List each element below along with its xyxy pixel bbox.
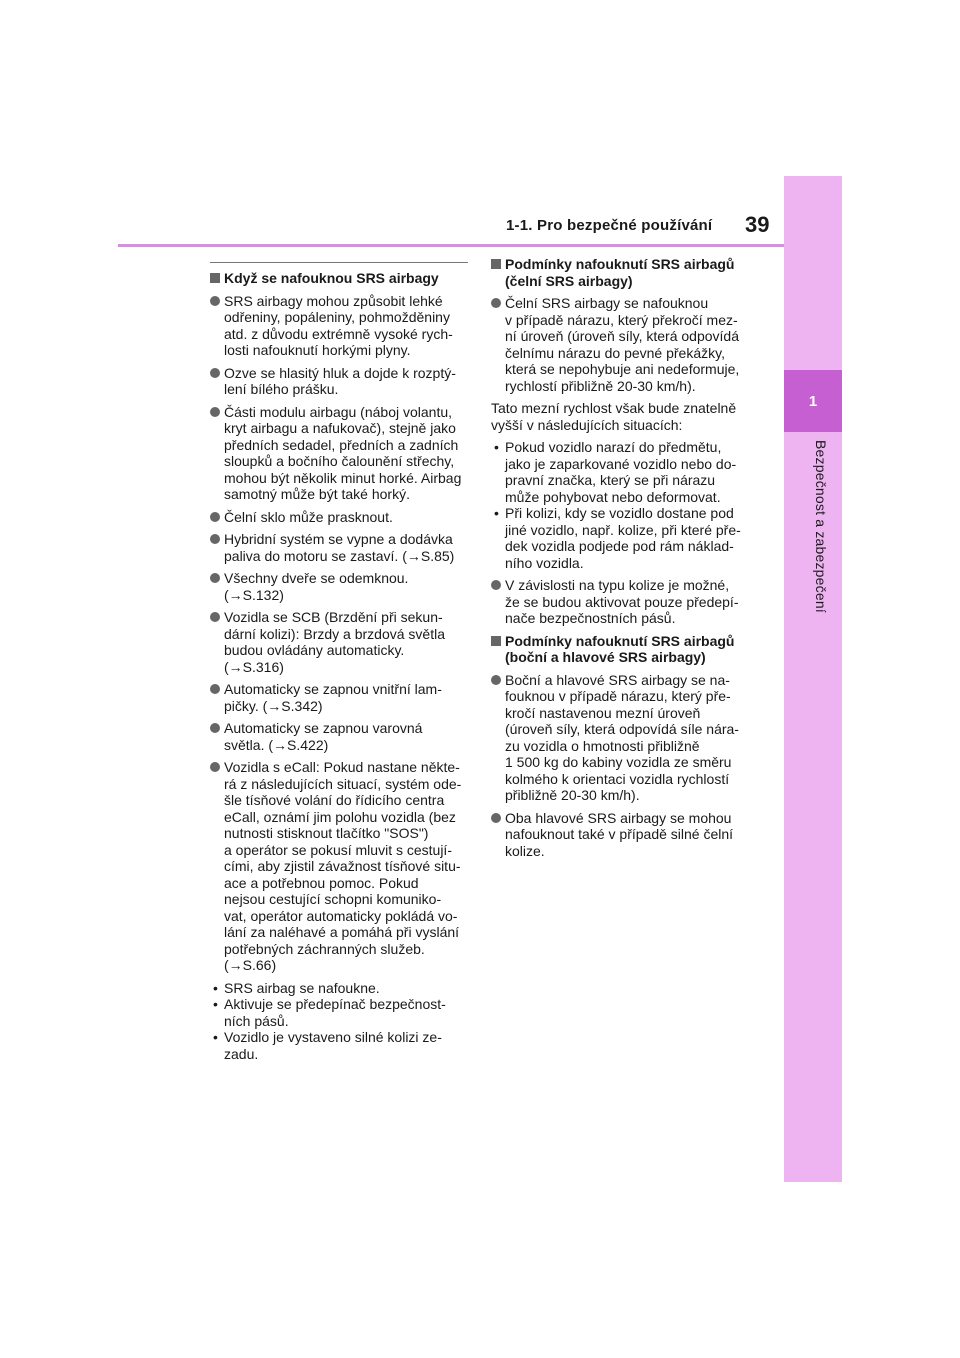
section-title: 1-1. Pro bezpečné používání: [506, 217, 713, 234]
small-dot-icon: •: [213, 1029, 218, 1045]
text-line: losti nafouknutí horkými plyny.: [224, 342, 411, 358]
header-divider: [118, 244, 784, 247]
text-line: Boční a hlavové SRS airbagy se na-: [505, 671, 730, 688]
bullet-item: [210, 404, 472, 503]
text-line: (boční a hlavové SRS airbagy): [505, 649, 706, 665]
bullet-item: [210, 365, 472, 398]
text-line: ní úroveň (úroveň síly, která odpovídá: [505, 328, 739, 344]
text-line: Podmínky nafouknutí SRS airbagů: [505, 632, 735, 649]
text-line: rá z následujících situací, systém ode-: [224, 775, 462, 792]
text-line: a operátor se pokusí mluvit s cestují-: [224, 841, 452, 858]
bullet-item: [210, 609, 472, 675]
sub-item-list: [210, 980, 472, 1063]
chapter-label: Bezpečnost a zabezpečení: [813, 440, 829, 613]
text-line: nače bezpečnostních pásů.: [505, 610, 676, 626]
text-line: atd. z důvodu extrémně vysoké rych-: [224, 325, 453, 342]
text-line: potřebných záchranných služeb.: [224, 940, 425, 957]
bullet-list: [210, 293, 472, 974]
text-line: nejsou cestující schopni komuniko-: [224, 891, 442, 907]
text-line: šle tísňové volání do řídicího centra: [224, 792, 445, 808]
text-line: Vozidla se SCB (Brzdění při sekun-: [224, 609, 443, 625]
text-line: (čelní SRS airbagy): [505, 272, 633, 289]
sub-item: [210, 980, 472, 997]
text-line: vyšší v následujících situacích:: [491, 416, 683, 433]
text-line: jiné vozidlo, např. kolize, při které pře-: [505, 521, 741, 538]
text-line: Části modulu airbagu (náboj volantu,: [224, 403, 453, 420]
section-heading-frontal: [491, 256, 756, 289]
round-bullet-icon: [210, 296, 220, 306]
text-line: Podmínky nafouknutí SRS airbagů: [505, 256, 735, 272]
section-divider: [210, 262, 468, 263]
text-line: eCall, oznámí jim polohu vozidla (bez: [224, 808, 456, 825]
text-line: jako je zaparkované vozidlo nebo do-: [505, 455, 737, 472]
sub-item: [210, 1029, 472, 1062]
bullet-item: [491, 577, 756, 627]
text-line: předních sedadel, předních a zadních: [224, 436, 459, 453]
text-line: kryt airbagu a nafukovač), stejně jako: [224, 420, 456, 436]
text-line: kolize.: [505, 842, 545, 859]
text-line: Všechny dveře se odemknou.: [224, 570, 409, 586]
text-line: Automaticky se zapnou vnitřní lam-: [224, 681, 442, 697]
round-bullet-icon: [210, 512, 220, 522]
bullet-item: [210, 531, 472, 564]
square-bullet-icon: [210, 273, 220, 283]
text-line: Čelní SRS airbagy se nafouknou: [505, 295, 709, 311]
round-bullet-icon: [210, 368, 220, 378]
text-line: kročí nastavenou mezní úroveň: [505, 704, 701, 721]
text-line: V závislosti na typu kolize je možné,: [505, 577, 730, 593]
text-line: SRS airbag se nafoukne.: [224, 979, 380, 996]
text-line: pičky. (→S.342): [224, 697, 323, 714]
sub-item: [210, 996, 472, 1029]
text-line: rychlostí přibližně 20-30 km/h).: [505, 377, 696, 394]
text-line: v případě nárazu, který překročí mez-: [505, 311, 738, 328]
round-bullet-icon: [491, 580, 501, 590]
square-bullet-icon: [491, 636, 501, 646]
text-line: (úroveň síly, která odpovídá síle nára-: [505, 721, 739, 737]
text-line: zu vozidla o hmotnosti přibližně: [505, 737, 700, 754]
section-heading: Když se nafouknou SRS airbagy: [210, 270, 472, 287]
text-line: kolmého k orientaci vozidla rychlostí: [505, 770, 730, 787]
text-line: že se budou aktivovat pouze předepí-: [505, 593, 739, 610]
text-line: může pohybovat nebo deformovat.: [505, 488, 721, 505]
text-line: Oba hlavové SRS airbagy se mohou: [505, 809, 732, 826]
page-number: 39: [745, 212, 770, 237]
text-line: fouknou v případě nárazu, který pře-: [505, 688, 731, 704]
text-line: Tato mezní rychlost však bude znatelně: [491, 400, 737, 416]
sub-item-list: [491, 439, 756, 571]
text-line: nutnosti stisknout tlačítko "SOS"): [224, 825, 429, 841]
text-line: Pokud vozidlo narazí do předmětu,: [505, 439, 722, 455]
text-line: ních pásů.: [224, 1012, 289, 1029]
round-bullet-icon: [491, 813, 501, 823]
right-column: [491, 256, 756, 865]
text-line: vat, operátor automaticky pokládá vo-: [224, 907, 458, 924]
text-line: paliva do motoru se zastaví. (→S.85): [224, 547, 455, 564]
text-line: cími, aby zjistil závažnost tísňové situ-: [224, 858, 461, 874]
text-line: (→S.132): [224, 586, 284, 603]
text-line: 1 500 kg do kabiny vozidla ze směru: [505, 754, 732, 770]
paragraph: [491, 400, 756, 433]
text-line: lání za naléhavé a pomáhá při vyslání: [224, 924, 460, 940]
text-line: sloupků a bočního čalounění střechy,: [224, 453, 455, 469]
bullet-item: [210, 570, 472, 603]
text-line: odřeniny, popáleniny, pohmožděniny: [224, 309, 450, 325]
bullet-item: [210, 509, 472, 526]
text-line: Ozve se hlasitý hluk a dojde k rozptý-: [224, 364, 456, 381]
text-line: ního vozidla.: [505, 554, 584, 571]
bullet-item: [210, 293, 472, 359]
round-bullet-icon: [210, 723, 220, 733]
round-bullet-icon: [491, 298, 501, 308]
round-bullet-icon: [210, 573, 220, 583]
text-line: Hybridní systém se vypne a dodávka: [224, 531, 453, 547]
text-line: SRS airbagy mohou způsobit lehké: [224, 292, 443, 309]
section-heading-side: [491, 633, 756, 666]
text-line: Vozidlo je vystaveno silné kolizi ze-: [224, 1029, 442, 1045]
bullet-item: [491, 295, 756, 394]
sub-item: [491, 439, 756, 505]
text-line: Čelní sklo může prasknout.: [224, 508, 393, 525]
small-dot-icon: •: [213, 996, 218, 1012]
chapter-side-tab: [784, 176, 842, 1182]
text-line: lení bílého prášku.: [224, 381, 339, 397]
text-line: budou ovládány automaticky.: [224, 642, 405, 658]
sub-item: [491, 505, 756, 571]
square-bullet-icon: [491, 259, 501, 269]
round-bullet-icon: [210, 534, 220, 544]
small-dot-icon: •: [494, 439, 499, 455]
left-column: [210, 270, 472, 1062]
round-bullet-icon: [210, 407, 220, 417]
round-bullet-icon: [210, 684, 220, 694]
chapter-number-tab: 1: [784, 370, 842, 432]
small-dot-icon: •: [494, 505, 499, 521]
text-line: mohou být několik minut horké. Airbag: [224, 469, 462, 486]
text-line: Automaticky se zapnou varovná: [224, 720, 423, 736]
text-line: Aktivuje se předepínač bezpečnost-: [224, 996, 446, 1012]
bullet-item: [210, 759, 472, 974]
text-line: (→S.316): [224, 658, 284, 675]
round-bullet-icon: [491, 675, 501, 685]
text-line: (→S.66): [224, 957, 277, 973]
text-line: světla. (→S.422): [224, 736, 329, 753]
text-line: dární kolizi): Brzdy a brzdová světla: [224, 625, 445, 642]
text-line: samotný může být také horký.: [224, 486, 410, 502]
text-line: čelnímu nárazu do pevné překážky,: [505, 344, 725, 361]
round-bullet-icon: [210, 612, 220, 622]
text-line: zadu.: [224, 1045, 259, 1062]
bullet-item: [491, 810, 756, 860]
text-line: pravní značka, který se při nárazu: [505, 472, 716, 488]
text-line: přibližně 20-30 km/h).: [505, 787, 640, 803]
text-line: nafouknout také v případě silné čelní: [505, 826, 734, 842]
bullet-item: [210, 720, 472, 753]
text-line: dek vozidla podjede pod rám náklad-: [505, 538, 734, 554]
text-line: ace a potřebnou pomoc. Pokud: [224, 874, 419, 891]
text-line: která se nepohybuje ani nedeformuje,: [505, 361, 740, 377]
small-dot-icon: •: [213, 979, 218, 996]
text-line: Vozidla s eCall: Pokud nastane někte-: [224, 759, 460, 775]
text-line: Při kolizi, kdy se vozidlo dostane pod: [505, 505, 734, 521]
bullet-item: [210, 681, 472, 714]
bullet-item: [491, 672, 756, 804]
round-bullet-icon: [210, 762, 220, 772]
